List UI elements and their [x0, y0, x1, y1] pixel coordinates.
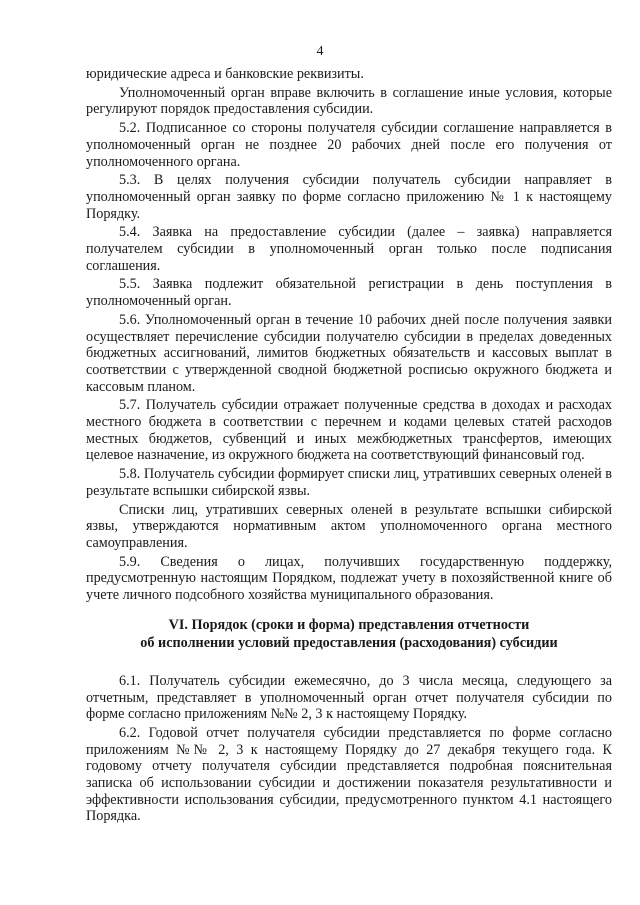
paragraph-p-continuation: юридические адреса и банковские реквизиты.	[86, 66, 364, 82]
paragraph-p-5-5: 5.5. Заявка подлежит обязательной регистрации в день поступления в уполномоченный орган.	[86, 276, 612, 310]
document-body	[86, 66, 612, 827]
section-heading	[86, 616, 612, 652]
paragraph-p-5-4: 5.4. Заявка на предоставление субсидии (далее – заявка) направляется получателем субсидии в уполномоченный орган только после подписания соглашения.	[86, 224, 612, 274]
paragraph-p-6-1: 6.1. Получатель субсидии ежемесячно, до 3 числа месяца, следующего за отчетным, представляет в уполномоченный орган отчет получателя субсидии по форме согласно приложениям №№ 2, 3 к настоящему Порядку.	[86, 672, 612, 723]
paragraph-p-5-9: 5.9. Сведения о лицах, получивших государственную поддержку, предусмотренную настоящим Порядком, подлежат учету в похозяйственной книге об учете личного подсобного хозяйства муниципального образования.	[86, 553, 612, 604]
paragraph-p-lists: Списки лиц, утративших северных оленей в результате вспышки сибирской язвы, утверждаются нормативным актом уполномоченного органа местного самоуправления.	[86, 501, 612, 551]
paragraph-p-6-2: 6.2. Годовой отчет получателя субсидии представляется по форме согласно приложениям №№ 2, 3 к настоящему Порядку до 27 декабря текущего года. К годовому отчету получателя субсидии представляется подробная пояснительная записка об использовании субсидии и достижении показателя результативности и эффективности использования субсидии, предусмотренного пунктом 4.1 настоящего Порядка.	[86, 724, 612, 825]
paragraph-p-5-7: 5.7. Получатель субсидии отражает полученные средства в доходах и расходах местного бюджета в соответствии с перечнем и кодами целевых статей расходов местных бюджетов, субвенций и иных межбюджетных трансфертов, имеющих целевое назначение, из окружного бюджета на соответствующий финансовый год.	[86, 397, 612, 464]
paragraphs-top	[86, 66, 612, 604]
paragraph-p-5-6: 5.6. Уполномоченный орган в течение 10 рабочих дней после получения заявки осуществляет перечисление субсидии получателю субсидии в пределах доведенных бюджетных ассигнований, лимитов бюджетных обязательств и кассовых выплат в соответствии с утвержденной сводной бюджетной росписью окружного бюджета и кассовым планом.	[86, 311, 612, 395]
paragraph-p-5-3: 5.3. В целях получения субсидии получатель субсидии направляет в уполномоченный орган заявку по форме согласно приложению № 1 к настоящему Порядку.	[86, 172, 612, 222]
paragraphs-bottom	[86, 673, 612, 825]
paragraph-p-5-2: 5.2. Подписанное со стороны получателя субсидии соглашение направляется в уполномоченный орган не позднее 20 рабочих дней после его получения от уполномоченного органа.	[86, 120, 612, 170]
section-heading-line1: VI. Порядок (сроки и форма) представления отчетности	[168, 616, 530, 633]
paragraph-p-5-8: 5.8. Получатель субсидии формирует списки лиц, утративших северных оленей в результате вспышки сибирской язвы.	[86, 466, 612, 499]
paragraph-p-authorized-conditions: Уполномоченный орган вправе включить в соглашение иные условия, которые регулируют порядок предоставления субсидии.	[86, 84, 612, 118]
page-number: 4	[316, 44, 324, 59]
section-heading-line2: об исполнении условий предоставления (расходования) субсидии	[140, 634, 558, 651]
